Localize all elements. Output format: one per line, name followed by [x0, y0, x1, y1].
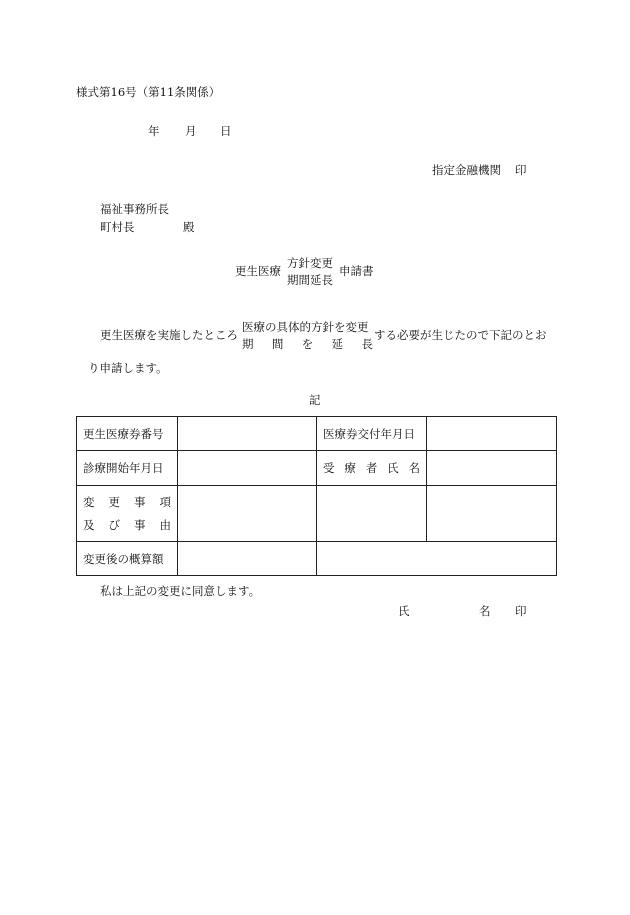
consent-text: 私は上記の変更に同意します。: [100, 584, 261, 598]
addressee-honorific: 殿: [183, 220, 195, 234]
body-tail: する必要が生じたので下記のとお: [374, 328, 547, 342]
addressee-mayor: 町村長: [100, 220, 135, 234]
date-year: 年: [148, 124, 160, 138]
value-ticket-number[interactable]: [178, 417, 317, 451]
value-patient-name[interactable]: [427, 451, 557, 486]
ki-heading: 記: [309, 393, 321, 407]
value-change-items-3[interactable]: [427, 486, 557, 542]
applicant-seal: 印: [515, 163, 527, 177]
value-estimated-amount[interactable]: [178, 542, 317, 576]
addressee-office: 福祉事務所長: [100, 202, 169, 216]
title-left: 更生医療: [235, 264, 281, 278]
consent-name-2: 名: [479, 604, 491, 618]
date-day: 日: [220, 124, 232, 138]
body-option-top: 医療の具体的方針を変更: [242, 320, 369, 334]
label-treatment-start-date: 診療開始年月日: [77, 451, 178, 486]
table-row: [77, 451, 557, 486]
value-change-items-1[interactable]: [178, 486, 317, 542]
body-options: [242, 322, 373, 350]
form-number: 様式第16号（第11条関係）: [76, 85, 221, 99]
date-month: 月: [185, 124, 197, 138]
value-treatment-start-date[interactable]: [178, 451, 317, 486]
table-row: [77, 542, 557, 576]
label-ticket-issue-date: 医療券交付年月日: [317, 417, 427, 451]
table-row: [77, 417, 557, 451]
title-options: [287, 258, 333, 286]
label-change-items-and-reasons: 変 更 事 項 及 び 事 由: [77, 486, 178, 542]
value-change-items-2[interactable]: [317, 486, 427, 542]
body-lead: 更生医療を実施したところ: [100, 328, 238, 342]
value-estimated-amount-extra[interactable]: [317, 542, 557, 576]
title-option-bottom: 期間延長: [287, 272, 333, 287]
consent-seal: 印: [515, 604, 527, 618]
applicant-institution: 指定金融機関: [432, 163, 501, 177]
title-option-top: 方針変更: [287, 256, 333, 270]
title-right: 申請書: [339, 264, 374, 278]
consent-name-1: 氏: [398, 604, 410, 618]
table-row: [77, 486, 557, 542]
value-ticket-issue-date[interactable]: [427, 417, 557, 451]
label-patient-name: 受 療 者 氏 名: [317, 451, 427, 486]
body-line2: り申請します。: [88, 361, 168, 375]
label-estimated-amount: 変更後の概算額: [77, 542, 178, 576]
label-ticket-number: 更生医療券番号: [77, 417, 178, 451]
body-option-bottom: 期 間 を 延 長: [242, 336, 373, 351]
change-form-table: [76, 416, 557, 576]
